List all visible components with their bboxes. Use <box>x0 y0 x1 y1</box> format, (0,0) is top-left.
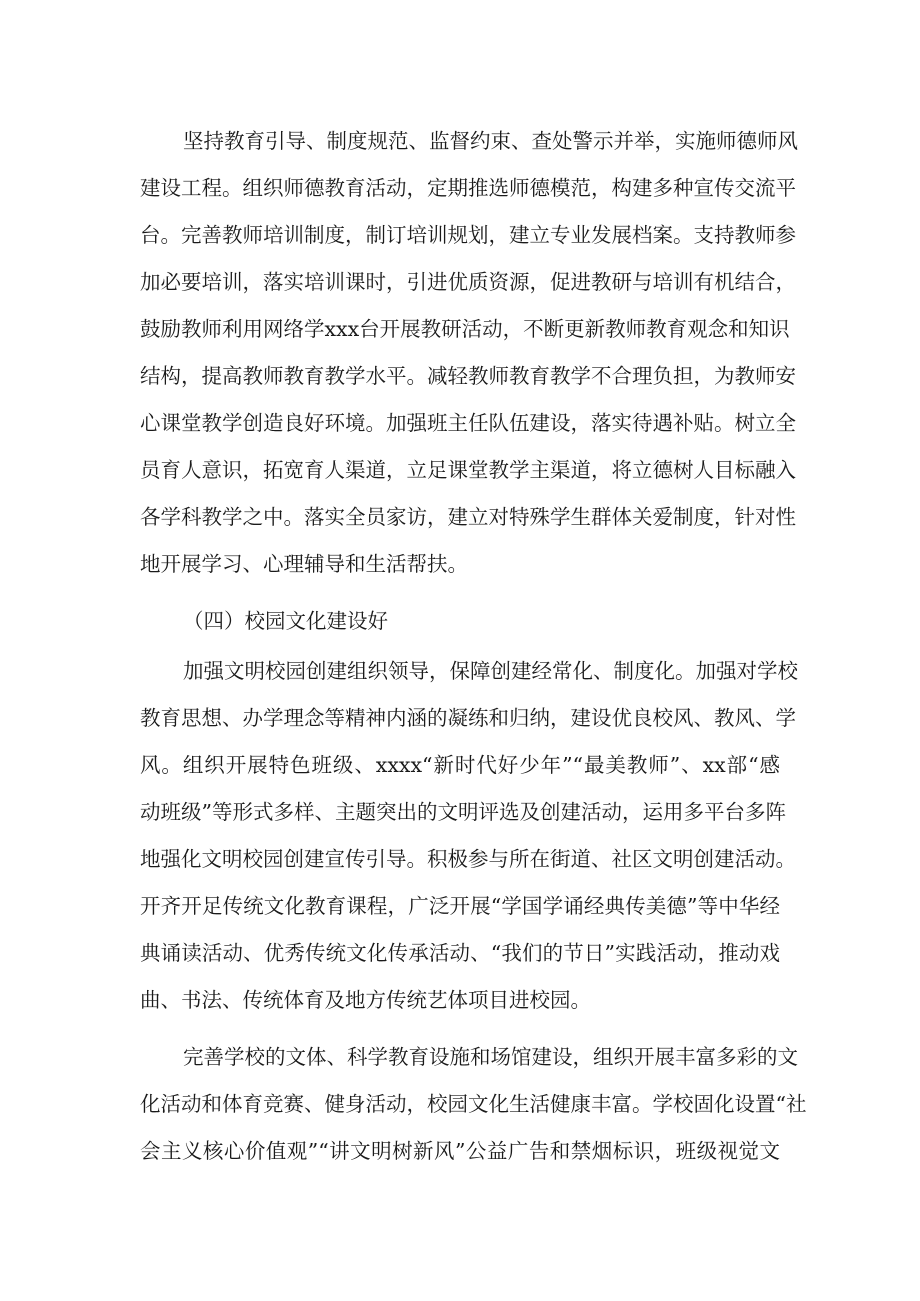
text-line: 风。组织开展特色班级、xxxx“新时代好少年”“最美教师”、xx部“感 <box>140 753 780 777</box>
text-line: 坚持教育引导、制度规范、监督约束、查处警示并举，实施师德师风 <box>183 129 798 153</box>
text-line: 开齐开足传统文化教育课程，广泛开展“学国学诵经典传美德”等中华经 <box>140 894 780 918</box>
text-line: 建设工程。组织师德教育活动，定期推选师德模范，构建多种宣传交流平 <box>140 176 796 200</box>
text-line: 完善学校的文体、科学教育设施和场馆建设，组织开展丰富多彩的文 <box>183 1045 798 1069</box>
text-line: 动班级”等形式多样、主题突出的文明评选及创建活动，运用多平台多阵 <box>140 800 786 824</box>
text-line: 心课堂教学创造良好环境。加强班主任队伍建设，落实待遇补贴。树立全 <box>140 411 796 435</box>
text-line: 化活动和体育竞赛、健身活动，校园文化生活健康丰富。学校固化设置“社 <box>140 1092 807 1116</box>
text-line: 鼓励教师利用网络学xxx台开展教研活动，不断更新教师教育观念和知识 <box>140 317 790 341</box>
text-line: 加必要培训，落实培训课时，引进优质资源，促进教研与培训有机结合， <box>140 270 796 294</box>
text-line: 地强化文明校园创建宣传引导。积极参与所在街道、社区文明创建活动。 <box>140 847 796 871</box>
text-line: 各学科教学之中。落实全员家访，建立对特殊学生群体关爱制度，针对性 <box>140 505 796 529</box>
text-line: 曲、书法、传统体育及地方传统艺体项目进校园。 <box>140 988 591 1012</box>
text-line: 教育思想、办学理念等精神内涵的凝练和归纳，建设优良校风、教风、学 <box>140 706 796 730</box>
text-line: 结构，提高教师教育教学水平。减轻教师教育教学不合理负担，为教师安 <box>140 364 796 388</box>
text-line: 台。完善教师培训制度，制订培训规划，建立专业发展档案。支持教师参 <box>140 223 796 247</box>
text-line: 地开展学习、心理辅导和生活帮扶。 <box>140 552 468 576</box>
text-line: 员育人意识，拓宽育人渠道，立足课堂教学主渠道，将立德树人目标融入 <box>140 458 796 482</box>
text-line: 典诵读活动、优秀传统文化传承活动、“我们的节日”实践活动，推动戏 <box>140 941 780 965</box>
section-heading: （四）校园文化建设好 <box>183 609 388 633</box>
text-line: 会主义核心价值观”“讲文明树新风”公益广告和禁烟标识，班级视觉文 <box>140 1139 780 1163</box>
text-line: 加强文明校园创建组织领导，保障创建经常化、制度化。加强对学校 <box>183 659 798 683</box>
